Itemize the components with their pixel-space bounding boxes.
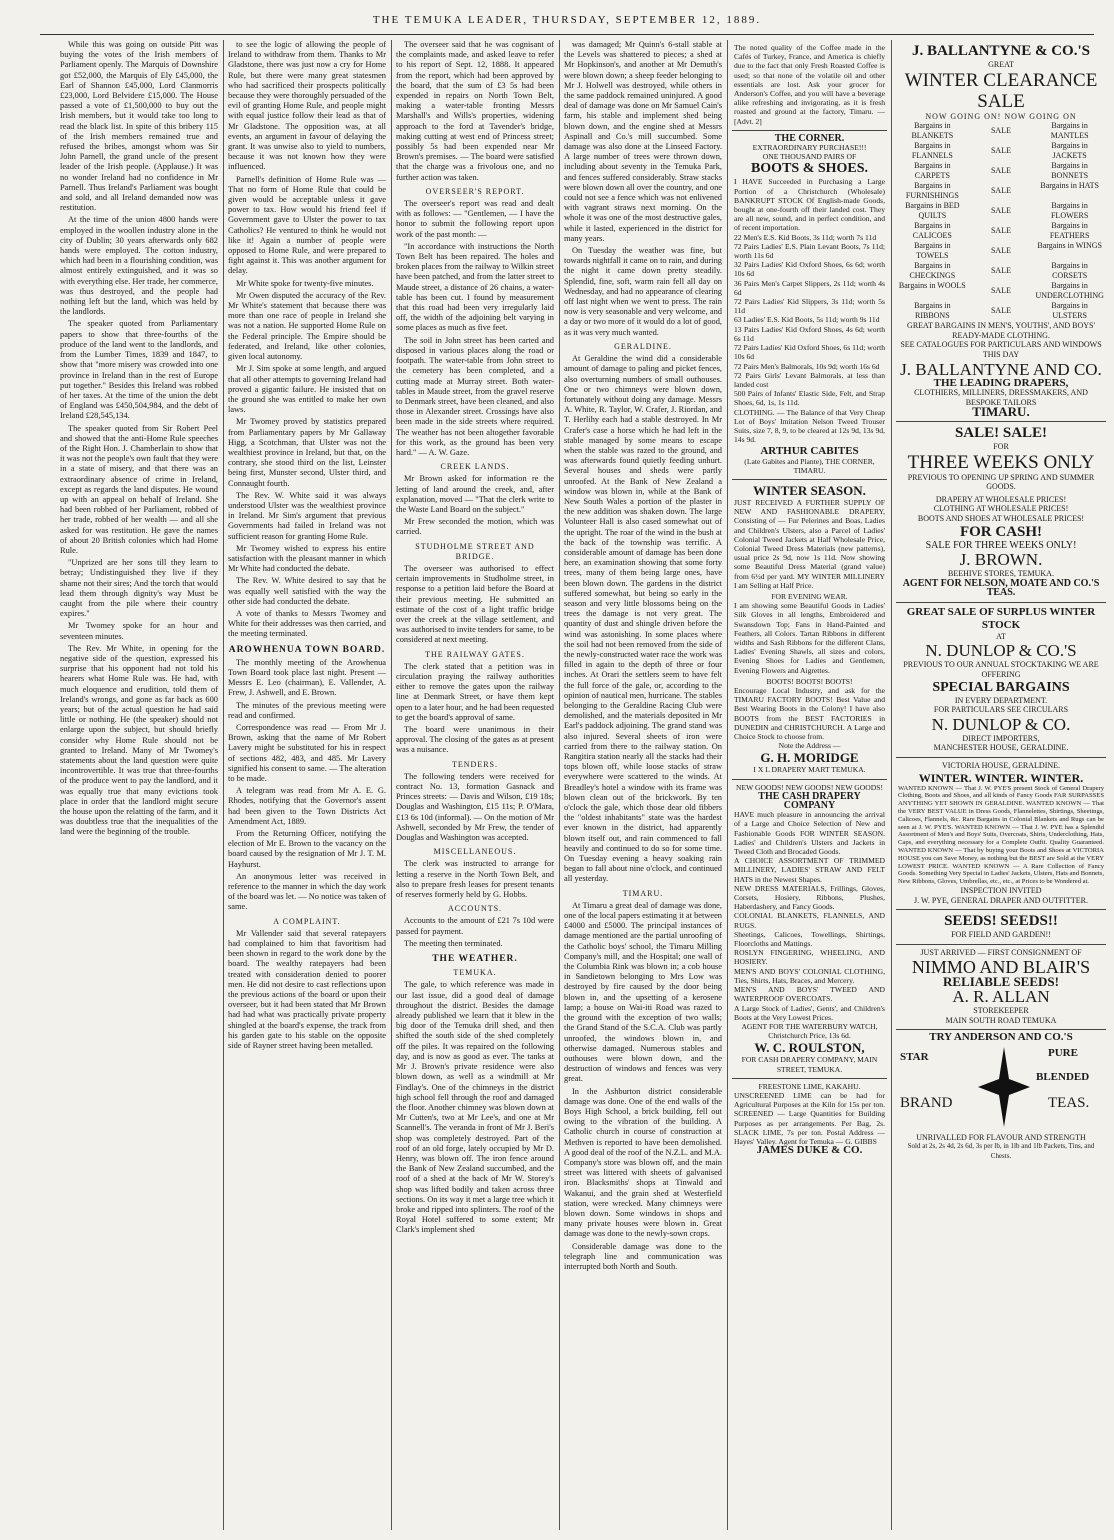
pye-body: WANTED KNOWN — That J. W. PYE'S present Stock of General Drapery Clothing, Boots and Shoes, and all kinds of Fancy Goods FAR SURPASSES ANYTHING YET SHOWN IN GERALDINE. WANTED KNOWN — That the VERY BEST VALUE in Dress Goods, Flannelettes, Shirtings, Sheetings, Calicoes, Flannels, &c. Rare Bargains in Colonial Blankets and Rugs can be seen at J. W. PYE'S. WANTED KNOWN — That J. W. PYE has a Splendid Assortment of Men's and Boys' Suits, Overcoats, Shirts, Underclothing, Hats, Caps, and everything necessary for a Complete Outfit. Quality Guaranteed. WANTED KNOWN — That by buying your Boots and Shoes at VICTORIA HOUSE you can Save Money, as nothing but the BEST are Sold at the VERY LOWEST PRICE. WANTED KNOWN — A Rare Collection of Fancy Goods. Something Very Special in Ladies' Jackets, Ulsters, Hats and Bonnets, New Ribbons, Gloves, Umbrellas, etc., etc., at Prices to be Wondered at.	[898, 784, 1104, 886]
article-paragraph: Considerable damage was done to the telegraph line and communication was interrupted both North and South.	[564, 1241, 722, 1271]
winter-title: WINTER SEASON.	[753, 482, 866, 498]
brown-sale: SALE! SALE!	[954, 424, 1048, 441]
victoria-house: VICTORIA HOUSE, GERALDINE.	[941, 761, 1061, 771]
seeds-title: SEEDS! SEEDS!!	[944, 913, 1058, 930]
boots2-title: BOOTS! BOOTS! BOOTS!	[766, 676, 853, 686]
winter-body: JUST RECEIVED A FURTHER SUPPLY OF NEW AND FASHIONABLE DRAPERY, Consisting of — Fur Pelerines and Boas, Ladies and Children's Ulsters, also a Parcel of Ladies' Colonial Tweed Jackets at Half Wholesale Price, Colonial Tweed Dress Materials (new patterns), usual price 2s 9d, now 1s 11d. Now showing some Beautiful Dress Material (grand value) from 6½d per yard. MY WINTER MILLINERY I am Selling at Half Price.	[734, 497, 885, 590]
subsection-heading: TEMUKA.	[453, 968, 497, 978]
tea-star: STAR	[900, 1050, 929, 1063]
article-paragraph: The overseer's report was read and dealt with as follows: — "Gentlemen, — I have the honor to submit the following report upon work of the past month: —	[396, 199, 554, 239]
corner-title: THE CORNER.	[774, 132, 845, 144]
sale-item: Bargains in CARPETS	[914, 161, 951, 181]
sale-item: Bargains in BED QUILTS	[905, 201, 960, 221]
sale-item: Bargains in WOOLS	[898, 281, 966, 291]
article-paragraph: The overseer said that he was cognisant of the complaints made, and asked leave to refer to his report of Sept. 12, 1888. It appeared from the report, which had been approved by the board, that the sum of £3 5s had been expended in repairs on North Town Belt, making a water-table fronting Messrs Marshall's and Wills's properties, widening approach to the ford at Tavender's bridge, making cutting at west end of Princess street; possibly 5s had been expended near Mr Brown's premises. — The board were satisfied that the charge was a frivolous one, and no further action was taken.	[396, 40, 554, 182]
pye-inspection: INSPECTION INVITED	[960, 885, 1042, 895]
subsection-heading: ACCOUNTS.	[447, 904, 503, 914]
brown-agent: AGENT FOR NELSON, MOATE AND CO.'S TEAS.	[902, 577, 1100, 599]
sale-item: Bargains in CORSETS	[1051, 261, 1088, 281]
sale-left	[898, 121, 967, 321]
list-item: 72 Pairs Ladies' E.S. Plain Levant Boots, 7s 11d; worth 11s 6d	[734, 241, 885, 261]
article-paragraph: The Rev. W. White desired to say that he was equally well satisfied with the way the other side had conducted the debate.	[228, 576, 386, 606]
column-6-ads	[896, 40, 1106, 1530]
dunlop-special: SPECIAL BARGAINS	[932, 679, 1070, 695]
article-paragraph: Accounts to the amount of £21 7s 10d were passed for payment.	[396, 916, 554, 936]
ballantyne-ad	[896, 40, 1106, 422]
article-paragraph: The clerk stated that a petition was in circulation praying the railway authorities either to remove the gates upon the railway line at Denmark Street, or have them kept open to a later hour, and he had been requested to get the board's approval of same.	[396, 661, 554, 722]
sale-grid	[898, 121, 1104, 321]
list-item: 63 Ladies' E.S. Kid Boots, 5s 11d; worth 9s 11d	[734, 315, 880, 325]
sale-word: SALE	[990, 306, 1011, 316]
sale-word: SALE	[990, 166, 1011, 176]
subsection-heading: TIMARU.	[622, 888, 664, 898]
tea-teas: TEAS.	[1048, 1094, 1090, 1111]
brown-ad	[896, 422, 1106, 603]
cash-title: THE CASH DRAPERY COMPANY	[758, 790, 861, 812]
article-paragraph: An anonymous letter was received in reference to the manner in which the day work of the board was let. — No notice was taken of same.	[228, 871, 386, 912]
list-item: A Large Stock of Ladies', Gents', and Children's Boots at the Very Lowest Prices.	[734, 1003, 885, 1022]
article-paragraph: The monthly meeting of the Arowhenua Town Board took place last night. Present — Messrs E. Leo (chairman), E. Vallender, A. Frew, J. Ashwell, and E. Brown.	[228, 657, 386, 698]
cash-drapery-ad	[732, 780, 887, 1079]
sale-item: Bargains in FURNISHINGS	[905, 181, 959, 201]
coffee-ad	[732, 40, 887, 131]
winter-three: WINTER. WINTER. WINTER.	[918, 770, 1084, 785]
ballantyne-title: J. BALLANTYNE & CO.'S	[912, 43, 1090, 59]
evening-title: FOR EVENING WEAR.	[771, 591, 848, 601]
cabites-sub: (Late Gabites and Plante), THE CORNER, TIMARU.	[744, 456, 875, 475]
cash-agent: AGENT FOR THE WATERBURY WATCH, Christchurch Price, 13s 6d.	[741, 1021, 878, 1041]
article-paragraph: The gale, to which reference was made in our last issue, did a good deal of damage throughout the district. Besides the damage already published we learn that it blew in the big door of the Temuka drill shed, and then shifted the south side of the shed completely off the piles. It was repaired on the following day, and is now as good as ever. The tanks at Mr J. Brown's private residence were also blown down, as well as a windmill at Mr Findlay's. One of the chimneys in the district high school fell through the roof and damaged the floor. Another chimney was blown down at Mr Cutten's, two at Mr Lee's, and one at Mr Scannell's. The veranda in front of Mr J. Beri's shop was completely destroyed. Part of the roof of an old forge, lately occupied by Mr D. Henry, was blown off. The iron fence around the Bank of New Zealand succumbed, and the roof of a shed at the back of Mr W. Storey's shop was lifted bodily and taken across three sections. On its way it met a large tree which it broke and ripped into splinters. The roof of the Royal Hotel suffered to some extent; Mr Clark's implement shed	[396, 980, 554, 1235]
column-rule	[891, 40, 892, 1530]
coffee-text: The noted quality of the Coffee made in the Cafés of Turkey, France, and America is chiefly due to the fact that only Fresh Roasted Coffee is used; so that none of the volatile oil and other essentials are lost. Ask your grocer for Anderson's Coffee, and you will have a beverage alike refreshing and invigorating, as it is fresh roasted and ground at the factory, Timaru. — [Advt. 2]	[734, 43, 885, 126]
seeds-sub: FOR FIELD AND GARDEN!!	[951, 930, 1051, 940]
mcbridge-sub: I X L DRAPERY MART TEMUKA.	[753, 765, 866, 775]
sale-item: Bargains in RIBBONS	[914, 301, 951, 321]
ballantyne-going: NOW GOING ON! NOW GOING ON	[925, 111, 1077, 121]
sale-word: SALE	[990, 186, 1011, 196]
lime-ad	[732, 1079, 887, 1160]
article-paragraph: At Timaru a great deal of damage was done, one of the local papers estimating it at between £4000 and £5000. The principal instances of damage mentioned are the partial unroofing of the Catholic boys' school, the Timaru Milling Company's mill, and the Hospital; one wall of the Columbia Rink was blown in; a cob house in Sandietown belonging to Mrs Low was destroyed by fire caused by the door being blown in, and the upsetting of a kerosene lamp; a house on Wai-iti Road was razed to the ground with the exception of two walls; the Grand Stand of the S.C.A. Club was partly unroofed, the windows blown in, and otherwise damaged. Numerous stables and outhouses were blown down, and the destruction of windows and fences was very great.	[564, 900, 722, 1084]
sale-item: Bargains in MANTLES	[1050, 121, 1089, 141]
corner-foot: CLOTHING. — The Balance of that Very Cheap Lot of Boys' Imitation Nelson Tweed Trouser Suits, size 7, 8, 9, to be cleared at 12s 9d, 13s 9d, 14s 9d.	[734, 407, 885, 445]
article-paragraph: was damaged; Mr Quinn's 6-stall stable at the Levels was shattered to pieces; a shed at Mr Hopkinson's, and another at Mr Demuth's were blown down; a sheep feeder belonging to Mr J. Holwell was destroyed, while others in the same paddock remained uninjured. A good deal of damage was done on Mr Samuel Cain's farm, his stable and implement shed being blown down, and the engine shed at Messrs Aspinall and Co.'s mill succumbed. Some damage was also done at the Linseed Factory. A large number of trees were thrown down, including about seventy in the Temuka Park, and fences suffered considerably. Straw stacks were blown down all over the country, and one could not see a fence which was not enlivened with vagrant straws next morning. On the whole it was one of the most destructive gales, while it lasted, experienced in the district for many years.	[564, 40, 722, 243]
lime-sign: JAMES DUKE & CO.	[756, 1144, 863, 1157]
article-paragraph: The Rev. Mr White, in opening for the negative side of the question, expressed his surprise that his opponent had not told his hearers what Home Rule was. He had, with much eloquence and erudition, told them of Ireland's wrongs, and gone as far back as 600 years; but of the actual question he had said little or nothing. He (the speaker) should not enlarge upon the subject, but should briefly consider why Home Rule should not be granted to Ireland. Many of Mr Twomey's statements about the land question were quite incontrovertible. It was true that three-fourths of the produce went to pay the landlord, and it was equally true that many evictions took place in order that the landlord might secure the house upon the relatting of the farm, and it was doubtless true that the inequalities of the land were the beginning of the trouble.	[60, 643, 218, 837]
corner-sub2: ONE THOUSAND PAIRS OF	[762, 152, 857, 162]
dunlop-dept: IN EVERY DEPARTMENT.	[954, 695, 1048, 705]
brown-three2: SALE FOR THREE WEEKS ONLY!	[925, 539, 1077, 551]
ballantyne-great: GREAT	[988, 60, 1014, 69]
article-paragraph: Mr Owen disputed the accuracy of the Rev. Mr White's statement that because there was more than one race of people in Ireland she was not a nation. He supported Home Rule on the Federal principle. The Empire should be federated, and Ireland, like other colonies, given local autonomy.	[228, 290, 386, 362]
sale-item: Bargains in FLOWERS	[1050, 201, 1089, 221]
sale-line: BOOTS AND SHOES AT WHOLESALE PRICES!	[917, 513, 1085, 523]
pye-sign: J. W. PYE, GENERAL DRAPER AND OUTFITTER.	[914, 895, 1088, 905]
sale-item: Bargains in CHECKINGS	[909, 261, 956, 281]
sale-item: Bargains in FEATHERS	[1049, 221, 1090, 241]
article-paragraph: to see the logic of allowing the people of Ireland to withdraw from them. Thanks to Mr Gladstone, there was just now a cry for Home Rule, but there were many great statesmen who had sacrificed their prospects politically because they were thoroughly persuaded of the evil of granting Home Rule, and people might with equal justice follow their lead as that of Mr Gladstone. The opposition was, at all events, an argument in favour of delaying the grant. It was unwise also to yield to numbers, because it was not known how they were influenced.	[228, 40, 386, 172]
sale-word: SALE	[990, 266, 1011, 276]
cabites-title: ARTHUR CABITES	[760, 445, 859, 458]
column-5-ads	[732, 40, 887, 1530]
ballantyne-trades: CLOTHIERS, MILLINERS, DRESSMAKERS, AND BESPOKE TAILORS	[914, 388, 1088, 407]
list-item: 36 Pairs Men's Carpet Slippers, 2s 11d; worth 4s 6d	[734, 278, 885, 297]
article-paragraph: From the Returning Officer, notifying the election of Mr E. Brown to the vacancy on the board caused by the resignation of Mr J. T. M. Hayhurst.	[228, 829, 386, 869]
brown-three: THREE WEEKS ONLY	[907, 451, 1095, 473]
sale-item: Bargains in WINGS	[1037, 241, 1102, 251]
lime-title: FREESTONE LIME, KAKAHU.	[758, 1081, 861, 1091]
sale-item: Bargains in ULSTERS	[1051, 301, 1088, 321]
article-paragraph: At the time of the union 4800 hands were employed in the woollen industry alone in the city of Dublin; 30 years afterwards only 682 hands were employed. The cotton industry, which had been in a flourishing condition, was almost entirely extinguished, and it was so with everything else. Her trade, her commerce, was thus destroyed, and the people had nothing left but the land, which was held by the landlords.	[60, 215, 218, 317]
sale-word: SALE	[990, 126, 1011, 136]
subsection-heading: CREEK LANDS.	[440, 462, 510, 472]
subsection-heading: GERALDINE.	[614, 341, 672, 351]
dunlop-name2: N. DUNLOP & CO.	[931, 714, 1071, 734]
ballantyne-great-bargains: GREAT BARGAINS IN MEN'S, YOUTHS', AND BOYS' READY-MADE CLOTHING.	[907, 321, 1095, 340]
article-paragraph: Mr Twomey spoke for an hour and seventeen minutes.	[60, 621, 218, 641]
article-paragraph: At Geraldine the wind did a considerable amount of damage to paling and picket fences, also overturning numbers of small outhouses. One or two chimneys were blown down, fortunately without doing any damage. Messrs A. White, R. Taylor, W. Crafer, J. Riordan, and T. Herlihy each had a stable destroyed. In Mr Crafer's case a horse which he had left in the stable managed by some means to escape when the stable was razed to the ground, and was afterwards found quietly feeding unhurt. Several houses and sheds were partly unroofed. At the Bank of New Zealand a window was blown in, while at the Bank of New South Wales a portion of the plaster in the new addition was shaken down. The large Volunteer Hall is also cased somewhat out of the upright. The roar of the wind in the bush at the back of the township was terrific. A considerable amount of damage has been done here, an examination showing that some forty trees, many of them being large ones, have been blown down. The gardens in the district suffered somewhat, but being so early in the season and very little blossoms being on the trees the damage is not very great. The quantity of dust and shingle driven before the wind was astonishing. In some places where the soil had not been removed from the side of the newly-constructed water race the work was filled in again to the depth of three or four inches. At Orari the settlers seem to have felt the full force of the gale, or, according to the opinion of nautical men, hurricane. The stables belonging to the Geraldine Racing Club were demolished, and the materials deposited in Mr Earl's paddock adjoining. The grand stand was also injured. Several sheets of iron were carried from there to the railway station. On Rangitira station nearly all the stacks had their tops blown off, while loose stacks of straw everywhere were scattered to the winds. At Breadley's hotel a window with its frame was blown clean out of the brickwork. By ten o'clock the gale, which those dear old fibbers the "oldest inhabitants" state was the hardest ever known in the district, had apparently blown itself out, and rain commenced to fall heavily and continued to do so for some time. On Tuesday evening a heavy soaking rain began to fall about nine o'clock, and continued all yesterday.	[564, 354, 722, 884]
corner-head: BOOTS & SHOES.	[750, 161, 869, 177]
dunlop-prev: PREVIOUS TO OUR ANNUAL STOCKTAKING WE ARE OFFERING	[903, 660, 1099, 680]
article-paragraph: The meeting then terminated.	[404, 938, 503, 948]
sale-word: SALE	[990, 146, 1011, 156]
section-heading: THE WEATHER.	[432, 954, 518, 965]
list-item: MEN'S AND BOYS' TWEED AND WATERPROOF OVERCOATS.	[734, 985, 885, 1004]
sale-word: SALE	[990, 246, 1011, 256]
roulston-sub: FOR CASH DRAPERY COMPANY, MAIN STREET, TEMUKA.	[741, 1055, 878, 1074]
dunlop-at: AT	[996, 631, 1006, 641]
list-item: 13 Pairs Ladies' Kid Oxford Shoes, 4s 6d; worth 6s 11d	[734, 324, 885, 343]
star-icon	[978, 1047, 1030, 1127]
cash-list	[734, 856, 885, 1022]
article-paragraph: In the Ashburton district considerable damage was done. One of the end walls of the Boys High School, a brick building, fell out owing to the vibration of the building. A Catholic church in course of construction at Methven is reported to have been demolished. A good deal of the roof of the N.Z.L. and M.A. Company's store was blown off, and the main street was littered with sheets of galvanised iron. Blacksmiths' shops at Tinwald and Wakanui, and the grain shed at Westerfield station, were wrecked. Many chimneys were blown down. Some windows in shops and many private houses were blown in. Great damage was done to the newly-sown crops.	[564, 1086, 722, 1239]
ballantyne-town: TIMARU.	[972, 404, 1030, 420]
article-paragraph: The Rev. W. White said it was always understood Ulster was the wealthiest province in Ireland. Mr Sim's argument that previous Governments had failed in Ireland was not sufficient reason for granting Home Rule.	[228, 490, 386, 541]
mcbridge-title: G. H. MORIDGE	[760, 750, 859, 766]
list-item: Sheetings, Calicoes, Towellings, Shirtings, Floorcloths and Mattings.	[734, 929, 885, 949]
allan-reliable: RELIABLE SEEDS!	[943, 974, 1059, 990]
article-paragraph: A telegram was read from Mr A. E. G. Rhodes, notifying that the Governor's assent had been given to the Town Districts Act Amendment Act, 1889.	[228, 786, 386, 826]
corner-ad	[732, 131, 887, 480]
dunlop-name: N. DUNLOP & CO.'S	[925, 641, 1077, 661]
dunlop-house: MANCHESTER HOUSE, GERALDINE.	[933, 743, 1069, 753]
sale-word: SALE	[990, 286, 1011, 296]
list-item: 72 Pairs Ladies' Kid Slippers, 3s 11d; worth 5s 11d	[734, 297, 885, 316]
article-paragraph: The clerk was instructed to arrange for letting a reserve in the North Town Belt, and also to prepare fresh leases for present tenants of reserves formerly held by G. Hobbs.	[396, 859, 554, 900]
allan-name: A. R. ALLAN	[952, 986, 1050, 1006]
lime-body: UNSCREENED LIME can be had for Agricultural Purposes at the Kiln for 15s per ton. SCREENED — Large Quantities for Building Purposes as per arrangements. Per Bag, 2s. SLACK LIME, 7s per ton. Postal Address — Hayes' Valley. Agent for Temuka — G. GIBBS	[734, 1090, 885, 1146]
list-item: COLONIAL BLANKETS, FLANNELS, AND RUGS.	[734, 911, 885, 930]
sale-item: Bargains in BLANKETS	[911, 121, 954, 141]
ballantyne-leading: THE LEADING DRAPERS,	[933, 376, 1069, 389]
tea-brand: BRAND	[900, 1094, 953, 1111]
list-item: A CHOICE ASSORTMENT OF TRIMMED MILLINERY, LADIES' STRAW AND FELT HATS in the Newest Shapes.	[734, 856, 885, 884]
sale-item: Bargains in FLANNELS	[911, 141, 953, 161]
tea-ad	[896, 1030, 1106, 1165]
article-paragraph: Correspondence was read — From Mr J. Brown, asking that the name of Mr Robert Lavery might be substituted for his in respect of sections 482, 483, and 485. Mr Lavery signified his consent to same. — The alteration to be made.	[228, 723, 386, 784]
subsection-heading: A COMPLAINT.	[273, 916, 341, 926]
tea-blended: BLENDED	[1036, 1070, 1090, 1083]
sale-item: Bargains in UNDERCLOTHING	[1035, 281, 1104, 301]
tea-pure: PURE	[1048, 1046, 1078, 1059]
tea-sold: Sold at 2s, 2s 4d, 2s 6d, 3s per lb, in 1lb and 1lb Packets, Tins, and Chests.	[907, 1142, 1095, 1160]
sale-item: Bargains in JACKETS	[1051, 141, 1088, 161]
brown-sub: BEEHIVE STORES, TEMUKA.	[948, 569, 1054, 579]
list-item: NEW DRESS MATERIALS, Frillings, Gloves, Corsets, Hosiery, Ribbons, Plushes, Haberdashery, and Fancy Goods.	[734, 883, 885, 912]
ballantyne-sale: WINTER CLEARANCE SALE	[904, 69, 1098, 112]
list-item: 72 Pairs Girls' Levant Balmorals, at less than landed cost	[734, 370, 885, 389]
article-paragraph: The speaker quoted from Parliamentary papers to show that three-fourths of the produce of the land went to the landlords, and from the Lumber Times, 1839 and 1847, to show that "more misery was crowded into one province in Ireland than in the rest of Europe put together." Besides this Ireland was robbed of her taxes. At the time of the union the debt of England was £450,504,984, and the debt of Ireland £28,545,134.	[60, 319, 218, 421]
subsection-heading: STUDHOLME STREET AND BRIDGE.	[415, 541, 535, 561]
list-item: 72 Pairs Men's Balmorals, 10s 9d; worth 16s 6d	[734, 361, 880, 371]
tea-try: TRY ANDERSON AND CO.'S	[929, 1031, 1073, 1044]
allan-just: JUST ARRIVED — FIRST CONSIGNMENT OF	[920, 947, 1082, 957]
article-paragraph: Mr White spoke for twenty-five minutes.	[236, 278, 374, 288]
subsection-heading: OVERSEER'S REPORT.	[425, 186, 525, 196]
section-heading: AROWHENUA TOWN BOARD.	[228, 644, 386, 655]
brown-prev: PREVIOUS TO OPENING UP SPRING AND SUMMER GOODS.	[907, 472, 1095, 492]
article-paragraph: Mr Twomey proved by statistics prepared from Parliamentary papers by Mr Gallaway Higg, a Scotchman, that Ulster was not the wealthiest province in Ireland, but that, on the contrary, she stood third on the list, Leinster being first, Munster second, Ulster third, and Connaught fourth.	[228, 417, 386, 488]
column-rule	[727, 40, 728, 1530]
article-paragraph: Mr Frew seconded the motion, which was carried.	[396, 517, 554, 537]
evening-body: I am showing some Beautiful Goods in Ladies' Silk Gloves in all lengths, Embroidered and Swansdown Top; Fans in Hand-Painted and Feathers, all Colors. Tartan Ribbons in different widths and Sash Ribbons for the different Clans, Ladies' Evening Shawls, all sizes and colors, Evening Shoes for Ladies and Gentlemen, Evening Flowers and Aigrettes.	[734, 601, 885, 675]
cash-body: HAVE much pleasure in announcing the arrival of a Large and Choice Selection of New and Fashionable Goods FOR WINTER SEASON. Ladies' and Children's Ulsters and Jackets in Tweed Cloth and Brocaded Goods.	[734, 810, 885, 857]
article-paragraph: The following tenders were received for contract No. 13, formation Gasnack and Princes streets: — Davis and Wilson, £19 18s; Douglas and Washington, £15 11s; P. O'Mara, £13 6s 10d (informal). — On the motion of Mr Ashwell, seconded by Mr Frew, the tender of Douglas and Washington was accepted.	[396, 771, 554, 843]
list-item: 500 Pairs of Infants' Elastic Side, Felt, and Strap Shoes, 6d, 1s, 1s 11d.	[734, 389, 885, 408]
pye-ad	[896, 758, 1106, 910]
sale-item: Bargains in CALICOES	[912, 221, 952, 241]
article-paragraph: Mr Twomey wished to express his entire satisfaction with the pleasant manner in which Mr White had conducted the debate.	[228, 543, 386, 574]
column-rule	[559, 40, 560, 1530]
sale-mid	[967, 121, 1036, 321]
article-paragraph: The minutes of the previous meeting were read and confirmed.	[228, 700, 386, 720]
article-paragraph: "Unprized are her sons till they learn to betray; Undistinguished they live if they shame not their sires; And the torch that would lead them through dignity's way Must be caught from the pile where their country expires."	[60, 558, 218, 619]
new-goods: NEW GOODS! NEW GOODS! NEW GOODS!	[735, 782, 883, 792]
list-item: 72 Pairs Ladies' Kid Oxford Shoes, 6s 11d; worth 10s 6d	[734, 343, 885, 362]
article-paragraph: Mr Brown asked for information re the letting of land around the creek, and, after explanation, moved — "That the clerk write to the Waste Land Board on the subject."	[396, 474, 554, 514]
masthead: THE TEMUKA LEADER, THURSDAY, SEPTEMBER 12, 1889.	[40, 14, 1094, 35]
allan-addr: MAIN SOUTH ROAD TEMUKA	[945, 1015, 1057, 1025]
column-rule	[391, 40, 392, 1530]
ballantyne-catalogue: SEE CATALOGUES FOR PARTICULARS AND WINDOWS THIS DAY	[900, 340, 1102, 359]
sale-right	[1035, 121, 1104, 321]
article-paragraph: "In accordance with instructions the North Town Belt has been repaired. The holes and broken places from the railway to Wilkin street have been patched, and from the latter street to Maude street, a distance of 26 chains, a water-table has been cut. I found by measurement that this road had been very irregularly laid off, the width of the adjoining belt varying in some places as much as five feet.	[396, 241, 554, 333]
article-paragraph: Parnell's definition of Home Rule was — That no form of Home Rule that could be given would be acceptable unless it gave power to tax. How would his friend feel if Government gave to Ulster the power to tax Catholics? He ventured to think he would not like it! Again a number of people were opposed to Home Rule, and were prepared to fight against it. This was another argument for delay.	[228, 174, 386, 276]
article-paragraph: On Tuesday the weather was fine, but towards nightfall it came on to rain, and during the night it came down pretty steadily. Splendid, fine, soft, warm rain fell all day on Wednesday, and had no appearance of clearing off last night when we went to press. The rain now is very seasonable and very welcome, and a day or two more of it would do a lot of good, as it was very much wanted.	[564, 246, 722, 337]
boots-list	[734, 233, 885, 408]
allan-ad	[896, 945, 1106, 1030]
tea-unrivalled: UNRIVALLED FOR FLAVOUR AND STRENGTH	[916, 1132, 1086, 1142]
column-4	[564, 40, 722, 1530]
column-rule	[223, 40, 224, 1530]
ballantyne-name: J. BALLANTYNE AND CO.	[900, 359, 1102, 379]
article-paragraph: While this was going on outside Pitt was buying the votes of the Irish members of Parliament openly. The Marquis of Downshire got £52,000, the Marquis of Ely £45,000, the Earl of Shannon £45,000, Lord Clanmorris £23,000, Lord Belvidere £15,000. The House passed a vote of £1,500,000 to buy out the Irish members, but it would take too long to read the black list. In spite of this bribery 115 of the Irish members remained true and refused the bribes, amongst whom was Sir John Parnell, the grand uncle of the present leader of the Irish people. (Applause.) It was no wonder Ireland had no confidence in Mr Parnell. Thus Ireland's Parliament was bought and sold, and all Ireland demanded now was restitution.	[60, 40, 218, 213]
list-item: ROSLYN FINGERING, WHEELING, AND HOSIERY.	[734, 948, 885, 967]
roulston-title: W. C. ROULSTON,	[754, 1040, 865, 1056]
allan-nimmo: NIMMO AND BLAIR'S	[911, 957, 1091, 978]
brown-name: J. BROWN.	[959, 550, 1043, 570]
dunlop-ad	[896, 603, 1106, 758]
column-1	[60, 40, 218, 1530]
article-paragraph: The speaker quoted from Sir Robert Peel and showed that the anti-Home Rule speeches of the Right Hon. J. Chamberlain to show that it was not the people's own fault that they were in a state of misery, and that there was an extraordinary absence of crime in Ireland, except as regards the land disputes. He wound up with an appeal on behalf of Ireland. She had been robbed of her Parliament, robbed of her trade, robbed of her wealth — and all she asked for was restitution. He gave the names of about 20 British colonies which had Home Rule.	[60, 423, 218, 555]
allan-store: STOREKEEPER	[973, 1005, 1029, 1015]
list-item: MEN'S AND BOYS' COLONIAL CLOTHING, Ties, Shirts, Hats, Braces, and Mercery.	[734, 966, 885, 985]
brown-cash: FOR CASH!	[959, 523, 1043, 540]
corner-body: I HAVE Succeeded in Purchasing a Large Portion of a Christchurch (Wholesale) BANKRUPT STOCK Of English-made Goods, bought at one-fourth off their landed cost. They are all new, sound, and in perfect condition, and of recent importation.	[734, 177, 885, 233]
list-item: 22 Men's E.S. Kid Boots, 3s 11d; worth 7s 11d	[734, 232, 877, 242]
sale-word: SALE	[990, 206, 1011, 216]
sale-item: Bargains in HATS	[1040, 181, 1099, 191]
dunlop-great: GREAT SALE OF SURPLUS WINTER STOCK	[906, 605, 1096, 631]
seeds-ad	[896, 910, 1106, 945]
subsection-heading: THE RAILWAY GATES.	[425, 649, 525, 659]
list-item: 32 Pairs Ladies' Kid Oxford Shoes, 6s 6d; worth 10s 6d	[734, 260, 885, 279]
subsection-heading: TENDERS.	[452, 759, 498, 769]
winter-season-ad	[732, 480, 887, 780]
sale-item: Bargains in TOWELS	[914, 241, 951, 261]
dunlop-partic: FOR PARTICULARS SEE CIRCULARS	[933, 705, 1069, 715]
sale-word: SALE	[990, 226, 1011, 236]
article-paragraph: The soil in John street has been carted and disposed in various places along the road or footpath. The water-table from John street to the cemetery has been completed, and a cutting made at Murray street. Both water-tables in Maude street, from the gravel reserve to Denmark street, have been cleaned, and also those in Alexander street. Crossings have also been made in the side streets where required. The weather has not been altogether favorable for this work, as the ground has been very hard." — A. W. Gaze.	[396, 335, 554, 457]
article-paragraph: A vote of thanks to Messrs Twomey and White for their addresses was then carried, and the meeting terminated.	[228, 608, 386, 639]
tea-logo	[898, 1043, 1104, 1133]
boots2-body: Encourage Local Industry, and ask for the TIMARU FACTORY BOOTS! Best Value and Best Wearing Boots in the Colony! I have also BOOTS from the BEST FACTORIES in DUNEDIN and CHRISTCHURCH. A Large and Choice Stock to choose from.	[734, 686, 885, 742]
article-paragraph: The board were unanimous in their approval. The closing of the gates as at present was a nuisance.	[396, 725, 554, 755]
corner-sub: EXTRAORDINARY PURCHASE!!!	[752, 143, 867, 153]
brown-for: FOR	[993, 441, 1009, 451]
column-2	[228, 40, 386, 1530]
article-paragraph: Mr J. Sim spoke at some length, and argued that all other attempts to governing Ireland had proved a gigantic failure. He insisted that on the ground she was entitled to make her own laws.	[228, 364, 386, 415]
brown-lines	[898, 495, 1104, 524]
mcbridge-pre: Note the Address —	[778, 741, 841, 751]
column-3	[396, 40, 554, 1530]
sale-line: CLOTHING AT WHOLESALE PRICES!	[933, 504, 1069, 514]
sale-line: DRAPERY AT WHOLESALE PRICES!	[935, 494, 1067, 504]
subsection-heading: MISCELLANEOUS.	[433, 847, 517, 857]
sale-item: Bargains in BONNETS	[1051, 161, 1089, 181]
dunlop-direct: DIRECT IMPORTERS,	[962, 733, 1040, 743]
article-paragraph: Mr Vallender said that several ratepayers had complained to him that favoritism had been shown in regard to the work done by the board. The wealthy ratepayers had been treated with consideration denied to poorer men. He did not desire to cast reflections upon the previous actions of the board or upon their overseer, but it had been stated that Mr Brown had had what was practically private property shingled at the board's expense, the track from his garden gate to his stable on the opposite side of Rayner street having been metalled.	[228, 928, 386, 1051]
article-paragraph: The overseer was authorised to effect certain improvements in Studholme street, in response to a petition laid before the Board at their previous meeting. He submitted an estimate of the cost of a light traffic bridge over the creek at the village settlement, and was authorised to invite tenders for same, to be considered at next meeting.	[396, 563, 554, 645]
